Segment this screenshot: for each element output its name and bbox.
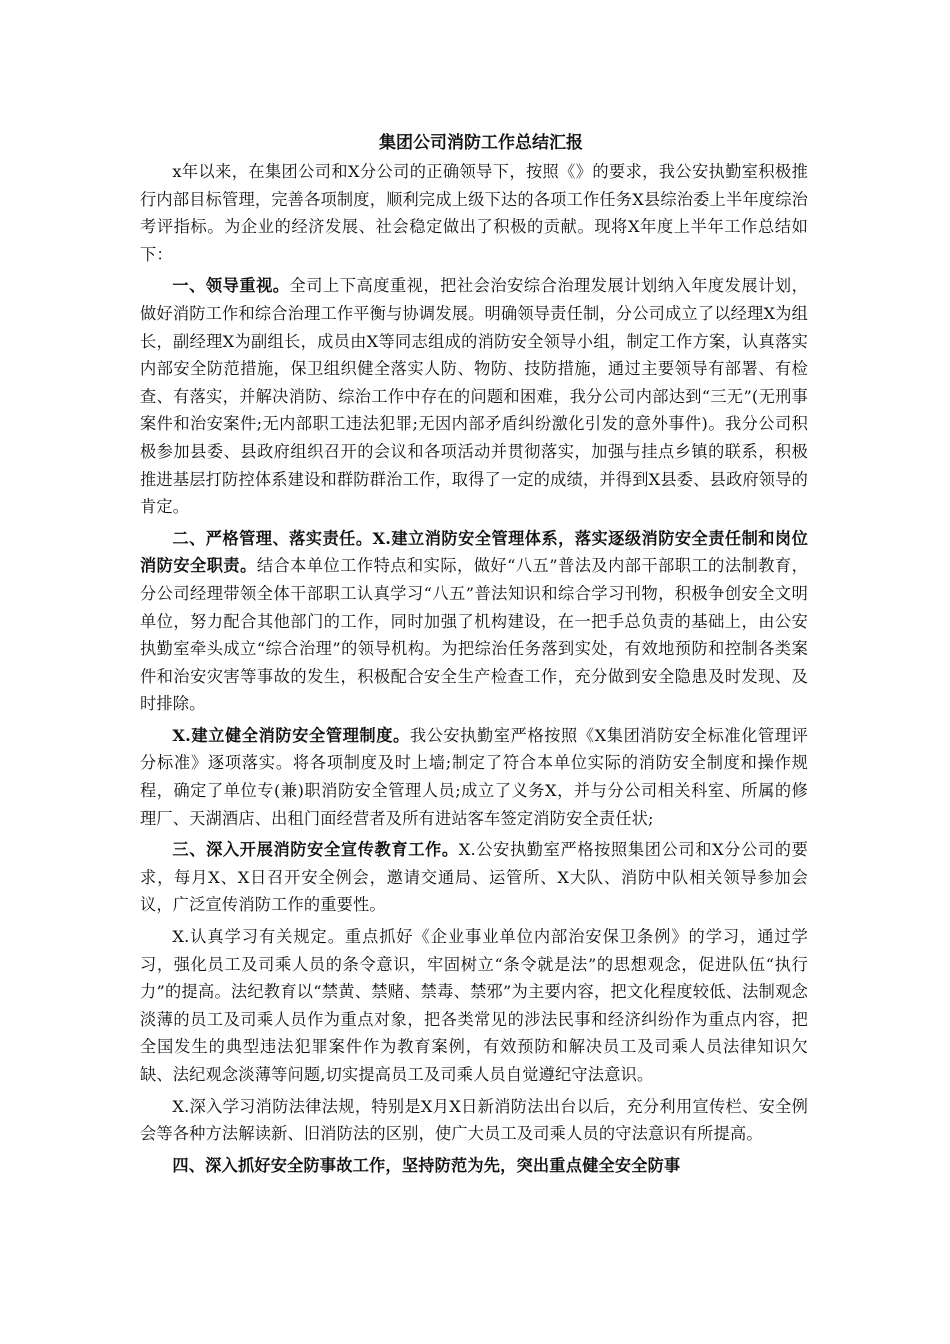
section-2-paragraph — [140, 525, 808, 718]
section-2b-paragraph — [140, 722, 808, 832]
section-2-heading: 二、严格管理、落实责任。X.建立消防安全管理体系，落实逐级消防安全责任制和岗位消防安全职责。 — [140, 528, 808, 576]
document-page — [140, 128, 808, 1183]
section-3-body: X.公安执勤室严格按照集团公司和X分公司的要求，每月X、X日召开安全例会，邀请交通局、运管所、X大队、消防中队相关领导参加会议，广泛宣传消防工作的重要性。 — [140, 840, 809, 915]
section-3-heading: 三、深入开展消防安全宣传教育工作。 — [172, 840, 459, 860]
law-paragraph: X.深入学习消防法律法规，特别是X月X日新消防法出台以后，充分利用宣传栏、安全例会等各种方法解读新、旧消防法的区别，使广大员工及司乘人员的守法意识有所提高。 — [140, 1096, 808, 1144]
section-1-paragraph — [140, 272, 808, 520]
study-paragraph: X.认真学习有关规定。重点抓好《企业事业单位内部治安保卫条例》的学习，通过学习，强化员工及司乘人员的条令意识，牢固树立“条令就是法”的思想观念，促进队伍“执行力”的提高。法纪教育以“禁黄、禁赌、禁毒、禁邪”为主要内容，把文化程度较低、法制观念淡薄的员工及司乘人员作为重点对象，把各类常见的涉法民事和经济纠纷作为重点内容，把全国发生的典型违法犯罪案件作为教育案例，有效预防和解决员工及司乘人员法律知识欠缺、法纪观念淡薄等问题,切实提高员工及司乘人员自觉遵纪守法意识。 — [140, 927, 808, 1084]
section-2b-body: 我公安执勤室严格按照《X集团消防安全标准化管理评分标准》逐项落实。将各项制度及时上墙;制定了符合本单位实际的消防安全制度和操作规程，确定了单位专(兼)职消防安全管理人员;成立了义务X，并与分公司相关科室、所属的修理厂、天湖酒店、出租门面经营者及所有进站客车签定消防安全责任状; — [140, 725, 808, 828]
section-1-body: 全司上下高度重视，把社会治安综合治理发展计划纳入年度发展计划，做好消防工作和综合治理工作平衡与协调发展。明确领导责任制，分公司成立了以经理X为组长，副经理X为副组长，成员由X等同志组成的消防安全领导小组，制定工作方案，认真落实内部安全防范措施，保卫组织健全落实人防、物防、技防措施，通过主要领导有部署、有检查、有落实，并解决消防、综治工作中存在的问题和困难，我分公司内部达到“三无”(无刑事案件和治安案件;无内部职工违法犯罪;无因内部矛盾纠纷激化引发的意外事件)。我分公司积极参加县委、县政府组织召开的会议和各项活动并贯彻落实，加强与挂点乡镇的联系，积极推进基层打防控体系建设和群防群治工作，取得了一定的成绩，并得到X县委、县政府领导的肯定。 — [140, 276, 808, 517]
section-2-body: 结合本单位工作特点和实际，做好“八五”普法及内部干部职工的法制教育，分公司经理带领全体干部职工认真学习“八五”普法知识和综合学习刊物，积极争创安全文明单位，努力配合其他部门的工作，同时加强了机构建设，在一把手总负责的基础上，由公安执勤室牵头成立“综合治理”的领导机构。为把综治任务落到实处，有效地预防和控制各类案件和治安灾害等事故的发生，积极配合安全生产检查工作，充分做到安全隐患及时发现、及时排除。 — [140, 556, 808, 714]
section-4-heading: 四、深入抓好安全防事故工作，坚持防范为先，突出重点健全安全防事 — [172, 1155, 681, 1175]
section-1-heading: 一、领导重视。 — [172, 276, 290, 296]
section-4-paragraph — [140, 1152, 808, 1180]
document-title: 集团公司消防工作总结汇报 — [379, 133, 583, 153]
section-3-paragraph — [140, 836, 808, 919]
section-2b-heading: X.建立健全消防安全管理制度。 — [172, 725, 410, 745]
intro-paragraph: x年以来，在集团公司和X分公司的正确领导下，按照《》的要求，我公安执勤室积极推行内部目标管理，完善各项制度，顺利完成上级下达的各项工作任务X县综治委上半年度综治考评指标。为企业的经济发展、社会稳定做出了积极的贡献。现将X年度上半年工作总结如下： — [140, 162, 808, 264]
